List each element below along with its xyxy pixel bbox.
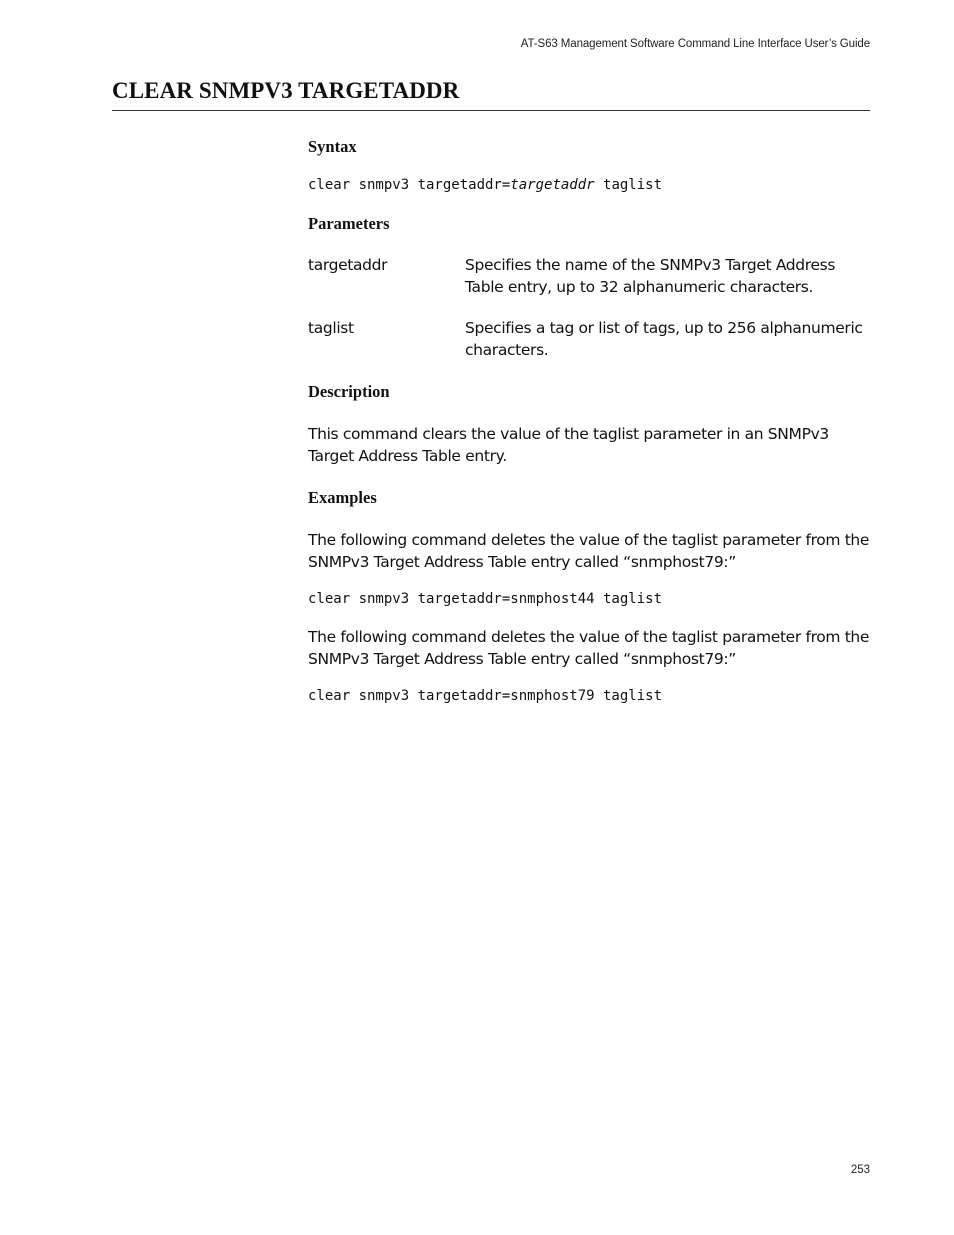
parameter-name: targetaddr (308, 256, 388, 274)
parameters-heading: Parameters (308, 214, 390, 233)
examples-heading: Examples (308, 488, 377, 507)
parameter-row (308, 254, 870, 298)
example-text: The following command deletes the value of the taglist parameter from the SNMPv3 Target Address Table entry called “snmphost79:” (308, 531, 870, 571)
parameter-description: Specifies a tag or list of tags, up to 256 alphanumeric characters. (465, 319, 863, 359)
example-text: The following command deletes the value of the taglist parameter from the SNMPv3 Target Address Table entry called “snmphost79:” (308, 628, 870, 668)
syntax-code-variable: targetaddr (510, 177, 595, 193)
example-code: clear snmpv3 targetaddr=snmphost79 taglist (308, 688, 663, 704)
page-title: CLEAR SNMPV3 TARGETADDR (112, 78, 460, 103)
syntax-heading: Syntax (308, 137, 357, 156)
page-number: 253 (850, 1164, 870, 1176)
parameter-description: Specifies the name of the SNMPv3 Target Address Table entry, up to 32 alphanumeric characters. (465, 256, 836, 296)
parameter-row (308, 317, 870, 361)
parameter-name: taglist (308, 319, 354, 337)
syntax-code-suffix: taglist (594, 177, 663, 193)
description-heading: Description (308, 382, 390, 401)
syntax-code (308, 177, 662, 193)
syntax-code-prefix: clear snmpv3 targetaddr= (308, 177, 511, 193)
description-text: This command clears the value of the taglist parameter in an SNMPv3 Target Address Table entry. (308, 425, 829, 465)
running-header: AT-S63 Management Software Command Line Interface User’s Guide (520, 38, 870, 50)
title-divider (112, 110, 870, 111)
example-code: clear snmpv3 targetaddr=snmphost44 taglist (308, 591, 663, 607)
